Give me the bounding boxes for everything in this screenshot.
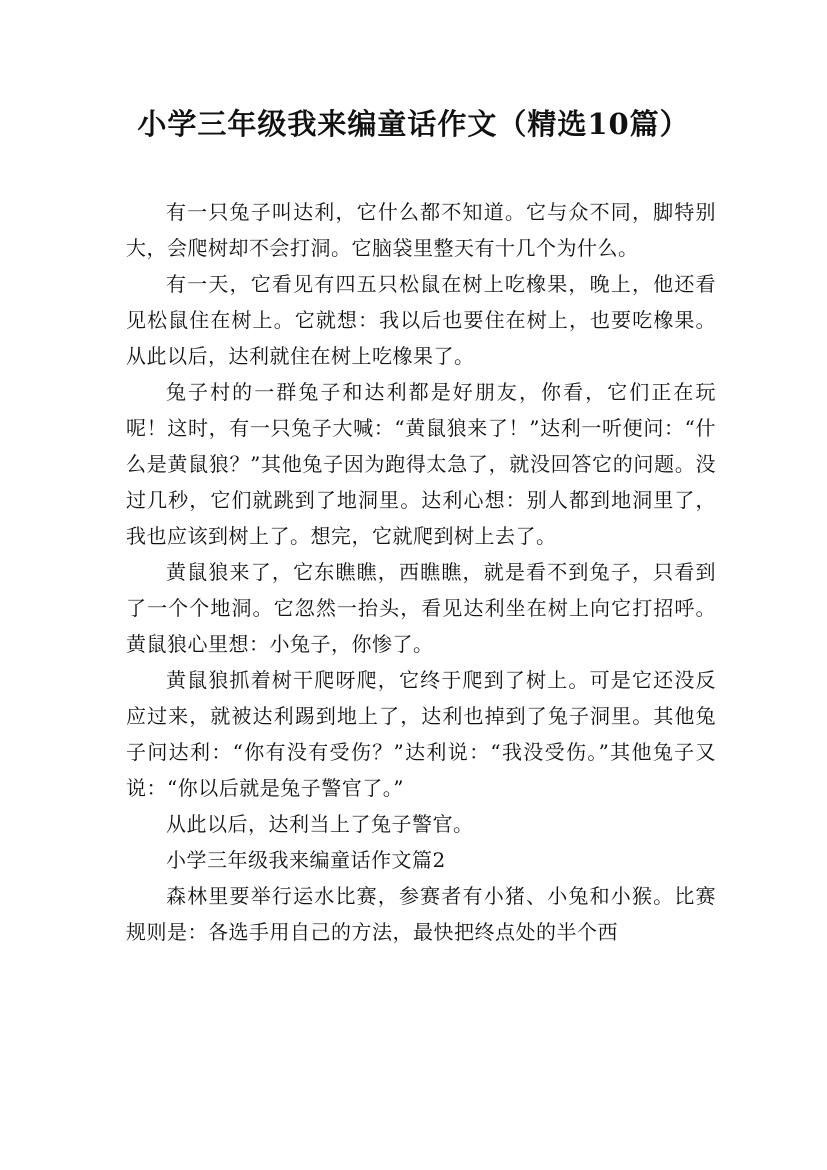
paragraph-4: 黄鼠狼来了，它东瞧瞧，西瞧瞧，就是看不到兔子，只看到了一个个地洞。它忽然一抬头，看见达利坐在树上向它打招呼。黄鼠狼心里想：小兔子，你惨了。 <box>126 560 716 656</box>
paragraph-5: 黄鼠狼抓着树干爬呀爬，它终于爬到了树上。可是它还没反应过来，就被达利踢到地上了，达利也掉到了兔子洞里。其他兔子问达利：“你有没有受伤？”达利说：“我没受伤。”其他兔子又说：“你以后就是兔子警官了。” <box>126 668 716 800</box>
document-title: 小学三年级我来编童话作文（精选10篇） <box>137 107 690 141</box>
paragraph-7: 森林里要举行运水比赛，参赛者有小猪、小兔和小猴。比赛规则是：各选手用自己的方法，最快把终点处的半个西 <box>126 884 716 944</box>
paragraph-2: 有一天，它看见有四五只松鼠在树上吃橡果，晚上，他还看见松鼠住在树上。它就想：我以后也要住在树上，也要吃橡果。从此以后，达利就住在树上吃橡果了。 <box>126 272 716 368</box>
paragraph-1: 有一只兔子叫达利，它什么都不知道。它与众不同，脚特别大，会爬树却不会打洞。它脑袋里整天有十几个为什么。 <box>126 200 716 260</box>
paragraph-3: 兔子村的一群兔子和达利都是好朋友，你看，它们正在玩呢！这时，有一只兔子大喊：“黄鼠狼来了！”达利一听便问：“什么是黄鼠狼？”其他兔子因为跑得太急了，就没回答它的问题。没过几秒，它们就跳到了地洞里。达利心想：别人都到地洞里了，我也应该到树上了。想完，它就爬到树上去了。 <box>126 380 716 548</box>
paragraph-6: 从此以后，达利当上了兔子警官。 <box>166 812 474 836</box>
document-body <box>126 194 716 950</box>
section-heading: 小学三年级我来编童话作文篇2 <box>166 848 446 872</box>
